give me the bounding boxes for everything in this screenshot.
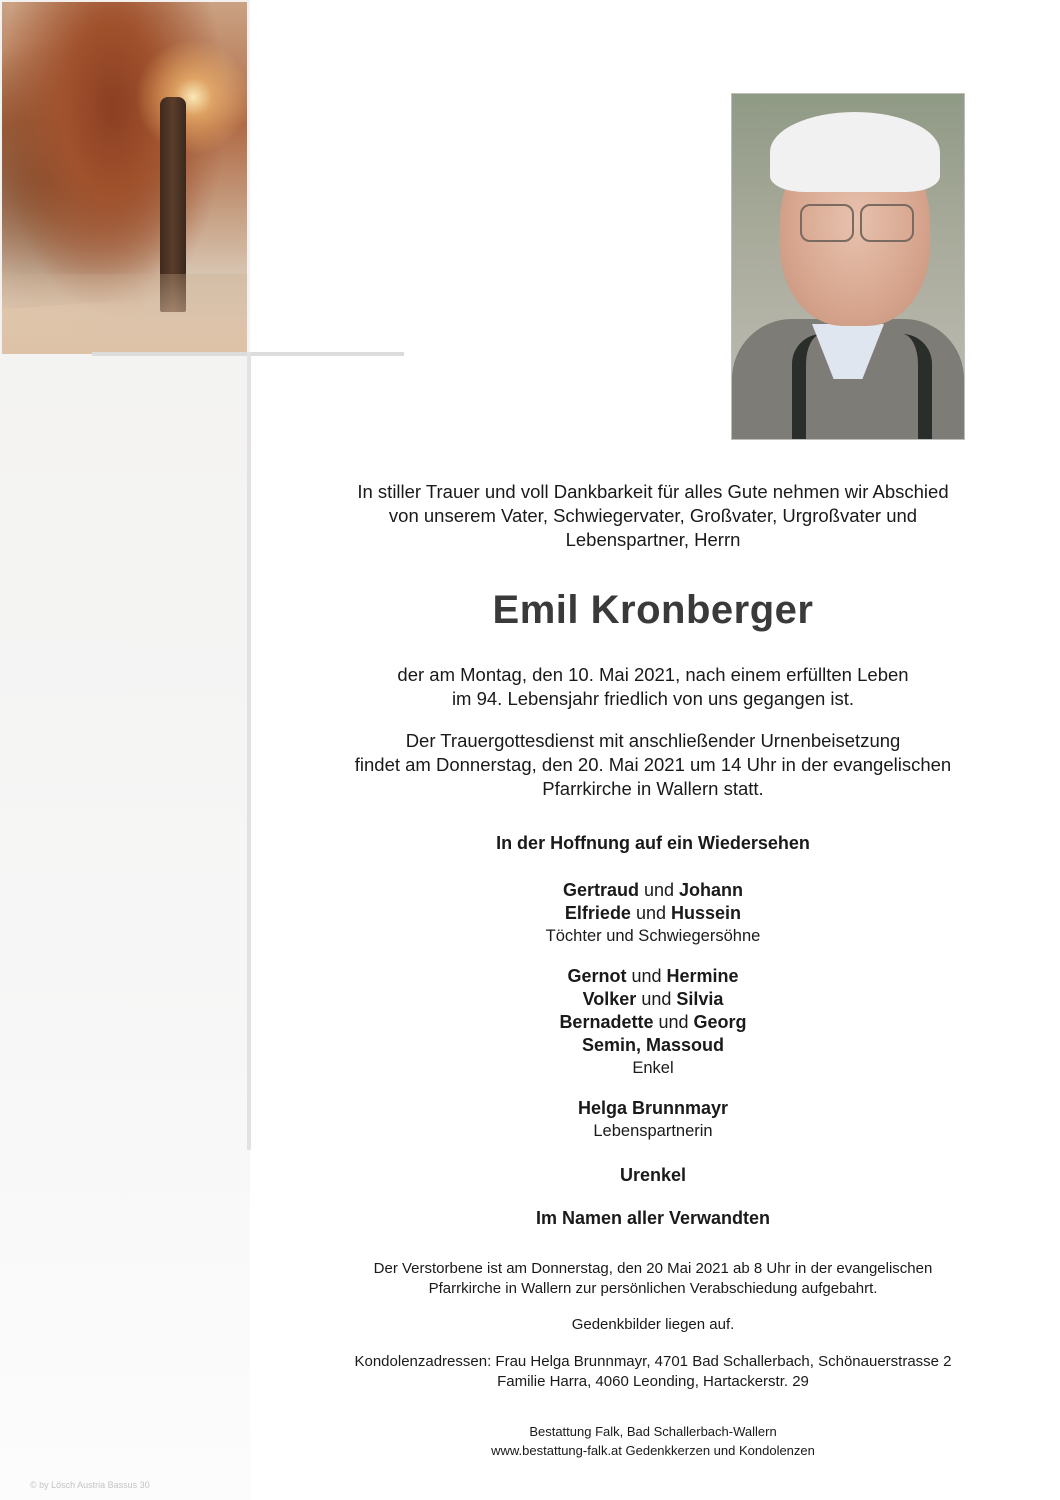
- intro-line: von unserem Vater, Schwiegervater, Großvater, Urgroßvater und: [388, 505, 918, 526]
- grandchildren-group: [300, 965, 1006, 1080]
- viewing-notice: [300, 1259, 1006, 1299]
- viewing-line: Pfarrkirche in Wallern zur persönlichen Verabschiedung aufgebahrt.: [428, 1280, 878, 1297]
- service-notice: [300, 729, 1006, 801]
- name: Gertraud: [562, 880, 639, 900]
- death-line: der am Montag, den 10. Mai 2021, nach einem erfüllten Leben: [397, 664, 909, 685]
- role: Lebenspartnerin: [593, 1122, 713, 1140]
- name: Bernadette: [559, 1012, 654, 1032]
- service-line: Der Trauergottesdienst mit anschließender Urnenbeisetzung: [405, 730, 901, 751]
- intro-line: In stiller Trauer und voll Dankbarkeit für alles Gute nehmen wir Abschied: [357, 481, 949, 502]
- death-line: im 94. Lebensjahr friedlich von uns gegangen ist.: [451, 688, 855, 709]
- portrait-photo: [731, 93, 965, 440]
- name: Gernot: [567, 966, 627, 986]
- intro-line: Lebenspartner, Herrn: [565, 529, 741, 550]
- connector: und: [643, 880, 675, 900]
- daughters-group: [300, 879, 1006, 948]
- name: Elfriede: [564, 903, 631, 923]
- glasses-icon: [800, 204, 854, 242]
- obituary-text: [300, 480, 1006, 1460]
- connector: und: [658, 1012, 689, 1032]
- viewing-line: Der Verstorbene ist am Donnerstag, den 20 Mai 2021 ab 8 Uhr in der evangelischen: [373, 1260, 933, 1277]
- name-pair: [300, 988, 1006, 1011]
- funeral-home-web: www.bestattung-falk.at Gedenkkerzen und Kondolenzen: [491, 1443, 815, 1458]
- name-pair: [300, 965, 1006, 988]
- glasses-icon: [860, 204, 914, 242]
- memorial-note: Gedenkbilder liegen auf.: [571, 1316, 735, 1333]
- name-pair: [300, 879, 1006, 902]
- name: Volker: [582, 989, 637, 1009]
- hope-line: In der Hoffnung auf ein Wiedersehen: [496, 833, 810, 853]
- name: Johann: [679, 880, 744, 900]
- condolence-line: Kondolenzadressen: Frau Helga Brunnmayr, 4701 Bad Schallerbach, Schönauerstrasse 2: [354, 1353, 952, 1370]
- name-pair: [300, 1011, 1006, 1034]
- intro: [300, 480, 1006, 552]
- partner-name: Helga Brunnmayr: [577, 1098, 729, 1118]
- name-pair: [300, 902, 1006, 925]
- cross-vertical-bar: [247, 352, 251, 1150]
- deceased-name: Emil Kronberger: [492, 588, 814, 632]
- name: Hermine: [666, 966, 739, 986]
- service-line: findet am Donnerstag, den 20. Mai 2021 um 14 Uhr in der evangelischen: [354, 754, 952, 775]
- condolence-line: Familie Harra, 4060 Leonding, Hartackerstr. 29: [497, 1373, 809, 1390]
- copyright: © by Lösch Austria Bassus 30: [30, 1480, 150, 1490]
- autumn-tree-photo: [2, 2, 247, 354]
- name: Hussein: [671, 903, 742, 923]
- partner-group: [300, 1097, 1006, 1143]
- funeral-home-name: Bestattung Falk, Bad Schallerbach-Wallern: [529, 1424, 777, 1439]
- name: Silvia: [676, 989, 724, 1009]
- condolence-addresses: [300, 1352, 1006, 1392]
- connector: und: [641, 989, 672, 1009]
- portrait-hair: [770, 112, 940, 192]
- ground: [2, 274, 247, 354]
- service-line: Pfarrkirche in Wallern statt.: [542, 778, 764, 799]
- connector: und: [631, 966, 662, 986]
- relatives-line: Im Namen aller Verwandten: [535, 1208, 771, 1228]
- role: Töchter und Schwiegersöhne: [545, 927, 761, 945]
- funeral-home: [300, 1422, 1006, 1460]
- name: Georg: [693, 1012, 747, 1032]
- role: Enkel: [632, 1059, 674, 1077]
- great-grandchildren: Urenkel: [619, 1165, 687, 1185]
- connector: und: [635, 903, 667, 923]
- death-notice: [300, 663, 1006, 711]
- name: Semin, Massoud: [581, 1035, 725, 1055]
